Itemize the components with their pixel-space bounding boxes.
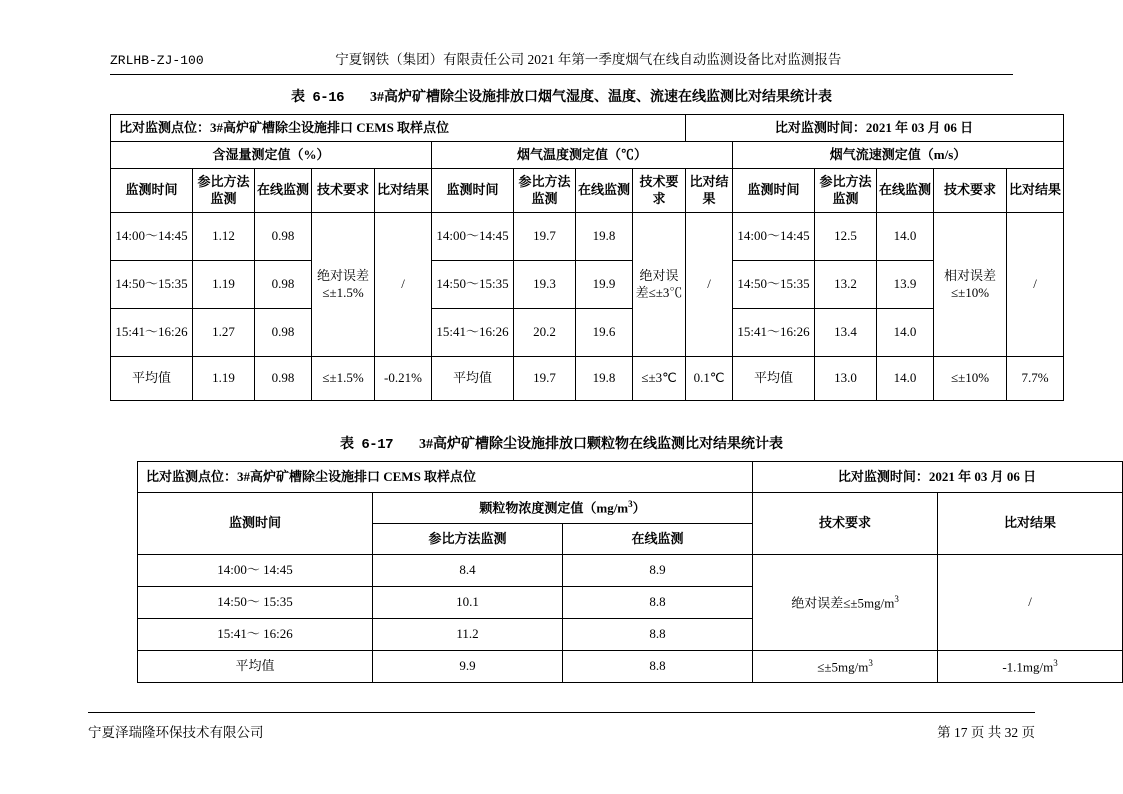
col-result-temperature: 比对结果 [686,169,733,213]
particulate-avg-ref: 9.9 [373,651,563,683]
temperature-time-1: 14:00～14:45 [432,213,514,261]
col-result-humidity: 比对结果 [375,169,432,213]
temperature-requirement: 绝对误差≤±3℃ [633,213,686,357]
table-row [138,555,1123,587]
velocity-avg-online: 14.0 [877,357,934,401]
velocity-avg-ref: 13.0 [815,357,877,401]
humidity-avg-ref: 1.19 [193,357,255,401]
particulate-avg-label: 平均值 [138,651,373,683]
particulate-avg-requirement: $\le\pm 5mg/m^3$ [753,651,938,683]
header-title: 宁夏钢铁（集团）有限责任公司 2021 年第一季度烟气在线自动监测设备比对监测报告 [335,52,842,67]
col-time-humidity: 监测时间 [111,169,193,213]
table-6-17-caption [137,433,986,453]
humidity-ref-2: 1.19 [193,261,255,309]
table-6-17-group-header [138,493,1123,524]
temperature-avg-requirement: ≤±3℃ [633,357,686,401]
table-6-17-caption-text: 3#高炉矿槽除尘设施排放口颗粒物在线监测比对结果统计表 [419,437,783,452]
velocity-avg-result: 7.7% [1007,357,1064,401]
col-ref-velocity: 参比方法监测 [815,169,877,213]
humidity-online-3: 0.98 [255,309,312,357]
col-time-temperature: 监测时间 [432,169,514,213]
temperature-ref-1: 19.7 [514,213,576,261]
footer-page-number: 第 17 页 共 32 页 [937,725,1035,740]
velocity-avg-label: 平均值 [733,357,815,401]
col-req-humidity: 技术要求 [312,169,375,213]
table-6-17-average-row [138,651,1123,683]
table-6-16-caption-number: 表 6-16 [290,90,344,106]
col-result-particulate: 比对结果 [938,493,1123,555]
table-6-17-point-label: 比对监测点位：3#高炉矿槽除尘设施排口 CEMS 取样点位 [138,462,753,493]
page-footer [88,712,1035,741]
humidity-ref-3: 1.27 [193,309,255,357]
velocity-time-2: 14:50～15:35 [733,261,815,309]
particulate-time-3: 15:41～ 16:26 [138,619,373,651]
col-online-velocity: 在线监测 [877,169,934,213]
col-online-temperature: 在线监测 [576,169,633,213]
table-6-16-caption-text: 3#高炉矿槽除尘设施排放口烟气湿度、温度、流速在线监测比对结果统计表 [370,90,832,105]
table-6-16-group-header [111,142,1064,169]
temperature-online-1: 19.8 [576,213,633,261]
table-6-17-info-row [138,462,1123,493]
temperature-time-2: 14:50～15:35 [432,261,514,309]
humidity-time-1: 14:00～14:45 [111,213,193,261]
humidity-online-2: 0.98 [255,261,312,309]
temperature-time-3: 15:41～16:26 [432,309,514,357]
velocity-requirement: 相对误差≤±10% [934,213,1007,357]
table-6-16-caption [110,86,1013,106]
col-time-velocity: 监测时间 [733,169,815,213]
velocity-result: / [1007,213,1064,357]
document-code: ZRLHB-ZJ-100 [110,53,204,68]
col-requirement-particulate: 技术要求 [753,493,938,555]
particulate-avg-online: 8.8 [563,651,753,683]
table-6-16-average-row [111,357,1064,401]
particulate-result: / [938,555,1123,651]
col-result-velocity: 比对结果 [1007,169,1064,213]
particulate-time-2: 14:50～ 15:35 [138,587,373,619]
velocity-online-3: 14.0 [877,309,934,357]
table-6-17-caption-number: 表 6-17 [339,437,393,453]
group-header-temperature: 烟气温度测定值（℃） [432,142,733,169]
table-6-16 [110,114,1064,401]
velocity-avg-requirement: ≤±10% [934,357,1007,401]
velocity-ref-3: 13.4 [815,309,877,357]
col-online-particulate: 在线监测 [563,524,753,555]
humidity-avg-result: -0.21% [375,357,432,401]
velocity-online-1: 14.0 [877,213,934,261]
humidity-ref-1: 1.12 [193,213,255,261]
temperature-avg-online: 19.8 [576,357,633,401]
temperature-avg-label: 平均值 [432,357,514,401]
col-req-velocity: 技术要求 [934,169,1007,213]
particulate-online-1: 8.9 [563,555,753,587]
humidity-avg-requirement: ≤±1.5% [312,357,375,401]
particulate-requirement: 绝对误差$\le\pm 5mg/m^3$ [753,555,938,651]
table-row [111,213,1064,261]
page-header [110,48,1013,75]
particulate-online-3: 8.8 [563,619,753,651]
velocity-ref-2: 13.2 [815,261,877,309]
velocity-online-2: 13.9 [877,261,934,309]
table-6-17-section [137,433,1058,683]
particulate-time-1: 14:00～ 14:45 [138,555,373,587]
humidity-requirement: 绝对误差≤±1.5% [312,213,375,357]
col-ref-temperature: 参比方法监测 [514,169,576,213]
velocity-ref-1: 12.5 [815,213,877,261]
table-6-16-section [110,86,1062,401]
table-row [111,309,1064,357]
particulate-avg-result: $-1.1mg/m^3$ [938,651,1123,683]
humidity-time-2: 14:50～15:35 [111,261,193,309]
group-header-velocity: 烟气流速测定值（m/s） [733,142,1064,169]
temperature-result: / [686,213,733,357]
particulate-ref-2: 10.1 [373,587,563,619]
particulate-ref-3: 11.2 [373,619,563,651]
temperature-avg-ref: 19.7 [514,357,576,401]
group-header-particulate: 颗粒物浓度测定值$(mg/m^3)$ [373,493,753,524]
particulate-ref-1: 8.4 [373,555,563,587]
group-header-humidity: 含湿量测定值（%） [111,142,432,169]
col-time-particulate: 监测时间 [138,493,373,555]
humidity-online-1: 0.98 [255,213,312,261]
table-6-17-time-label: 比对监测时间：2021 年 03 月 06 日 [753,462,1123,493]
temperature-online-3: 19.6 [576,309,633,357]
col-ref-particulate: 参比方法监测 [373,524,563,555]
col-online-humidity: 在线监测 [255,169,312,213]
table-6-16-time-label: 比对监测时间：2021 年 03 月 06 日 [686,115,1064,142]
temperature-avg-result: 0.1℃ [686,357,733,401]
table-6-16-point-label: 比对监测点位：3#高炉矿槽除尘设施排口 CEMS 取样点位 [111,115,686,142]
temperature-online-2: 19.9 [576,261,633,309]
temperature-ref-2: 19.3 [514,261,576,309]
table-6-17 [137,461,1123,683]
table-6-16-info-row [111,115,1064,142]
table-6-16-column-header [111,169,1064,213]
humidity-result: / [375,213,432,357]
col-ref-humidity: 参比方法监测 [193,169,255,213]
humidity-avg-label: 平均值 [111,357,193,401]
col-req-temperature: 技术要求 [633,169,686,213]
velocity-time-3: 15:41～16:26 [733,309,815,357]
table-row [111,261,1064,309]
footer-company: 宁夏泽瑞隆环保技术有限公司 [88,725,264,740]
temperature-ref-3: 20.2 [514,309,576,357]
humidity-time-3: 15:41～16:26 [111,309,193,357]
humidity-avg-online: 0.98 [255,357,312,401]
velocity-time-1: 14:00～14:45 [733,213,815,261]
particulate-online-2: 8.8 [563,587,753,619]
